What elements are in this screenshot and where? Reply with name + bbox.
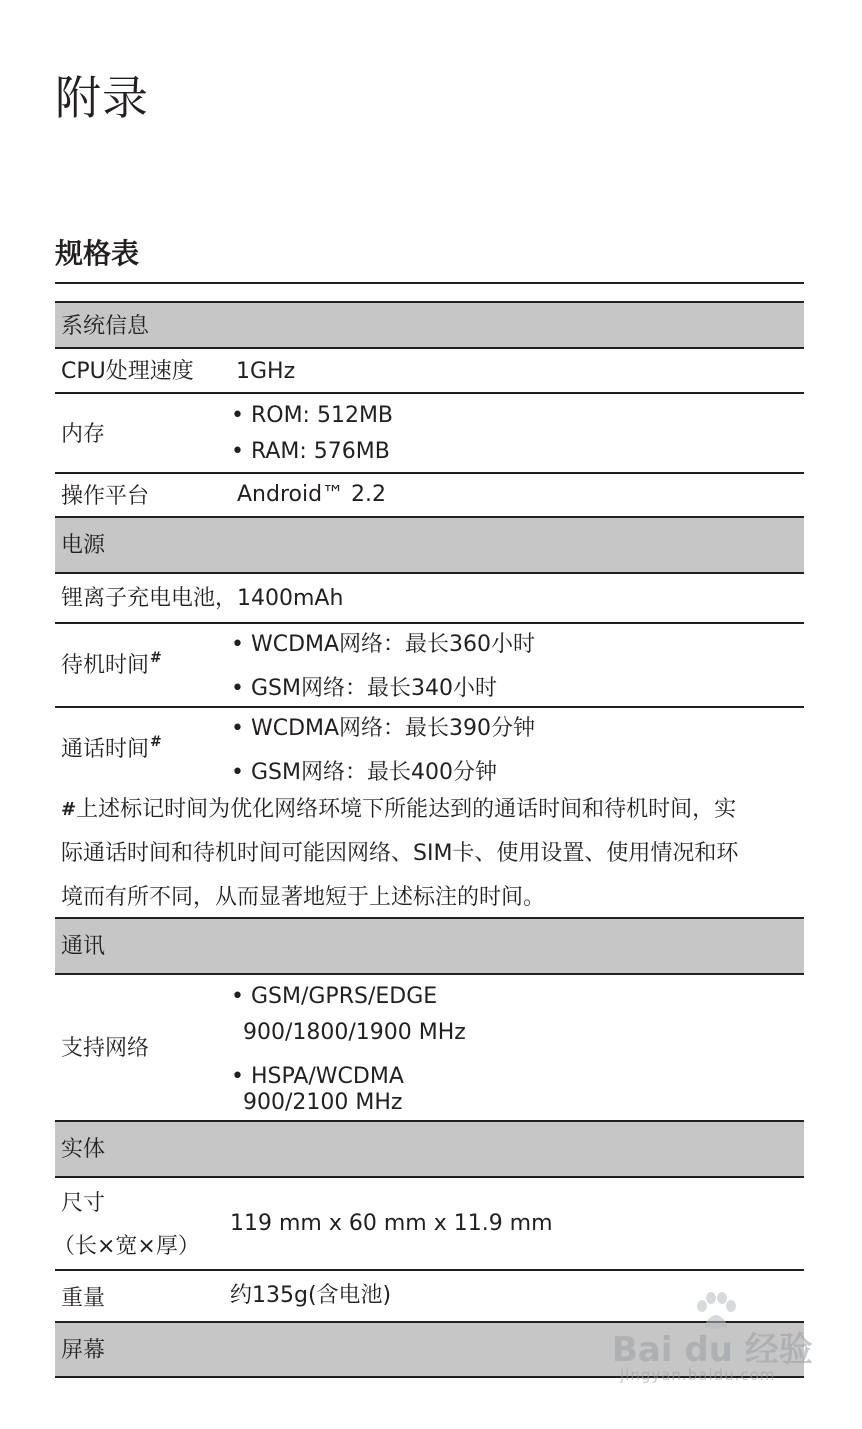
spec-row-talk xyxy=(55,706,804,791)
spec-row-cpu xyxy=(55,347,804,393)
spec-row-network xyxy=(55,973,804,1121)
spec-value: 约135g(含电池) xyxy=(230,1283,392,1308)
watermark-url: jingyan.baidu.com xyxy=(620,1366,776,1384)
section-label: 系统信息 xyxy=(61,314,150,339)
spec-value: • GSM网络：最长400分钟 xyxy=(231,760,497,785)
page-title: 附录 xyxy=(55,71,149,125)
spec-value: Android™ 2.2 xyxy=(237,482,387,507)
spec-label: 操作平台 xyxy=(61,484,150,509)
spec-row-memory xyxy=(55,392,804,473)
spec-value: • WCDMA网络：最长390分钟 xyxy=(231,716,536,741)
section-header-comm xyxy=(55,917,804,974)
spec-value: 119 mm x 60 mm x 11.9 mm xyxy=(230,1211,553,1236)
spec-label-sub: （长×宽×厚） xyxy=(53,1234,200,1259)
spec-value: • ROM: 512MB xyxy=(231,403,394,428)
section-title: 规格表 xyxy=(55,237,140,270)
watermark-brand: Bai du 经验 xyxy=(612,1330,813,1370)
spec-label: CPU处理速度 xyxy=(61,359,194,384)
section-label: 实体 xyxy=(61,1137,106,1162)
spec-label: 待机时间# xyxy=(61,650,162,678)
footnote xyxy=(55,790,804,918)
section-header-power xyxy=(55,516,804,573)
spec-label: 通话时间# xyxy=(61,734,162,762)
spec-row-platform xyxy=(55,472,804,517)
spec-value: • GSM网络：最长340小时 xyxy=(231,676,497,701)
section-label: 电源 xyxy=(61,533,106,558)
section-header-system xyxy=(55,301,804,349)
footnote-text: #上述标记时间为优化网络环境下所能达到的通话时间和待机时间，实 际通话时间和待机时间可能因网络、SIM卡、使用设置、使用情况和环 境而有所不同，从而显著地短于上述标注的时间。 xyxy=(61,797,739,910)
spec-row-battery xyxy=(55,572,804,623)
spec-label: 支持网络 xyxy=(61,1036,150,1061)
spec-value: 900/2100 MHz xyxy=(243,1090,403,1115)
spec-value: • HSPA/WCDMA xyxy=(231,1064,404,1089)
spec-value: • WCDMA网络：最长360小时 xyxy=(231,632,536,657)
spec-value: • RAM: 576MB xyxy=(231,439,390,464)
section-label: 屏幕 xyxy=(61,1338,106,1363)
section-header-physical xyxy=(55,1120,804,1177)
spec-label: 尺寸 xyxy=(61,1191,106,1216)
spec-row-size xyxy=(55,1176,804,1270)
title-divider xyxy=(55,282,804,284)
baidu-watermark xyxy=(612,1292,812,1392)
spec-value: • GSM/GPRS/EDGE xyxy=(231,984,438,1009)
section-label: 通讯 xyxy=(61,934,106,959)
spec-label: 重量 xyxy=(61,1286,106,1311)
spec-row-standby xyxy=(55,622,804,707)
spec-label: 内存 xyxy=(61,422,106,447)
spec-value: 锂离子充电电池，1400mAh xyxy=(61,586,344,611)
spec-value: 900/1800/1900 MHz xyxy=(243,1020,466,1045)
spec-value: 1GHz xyxy=(236,359,296,384)
